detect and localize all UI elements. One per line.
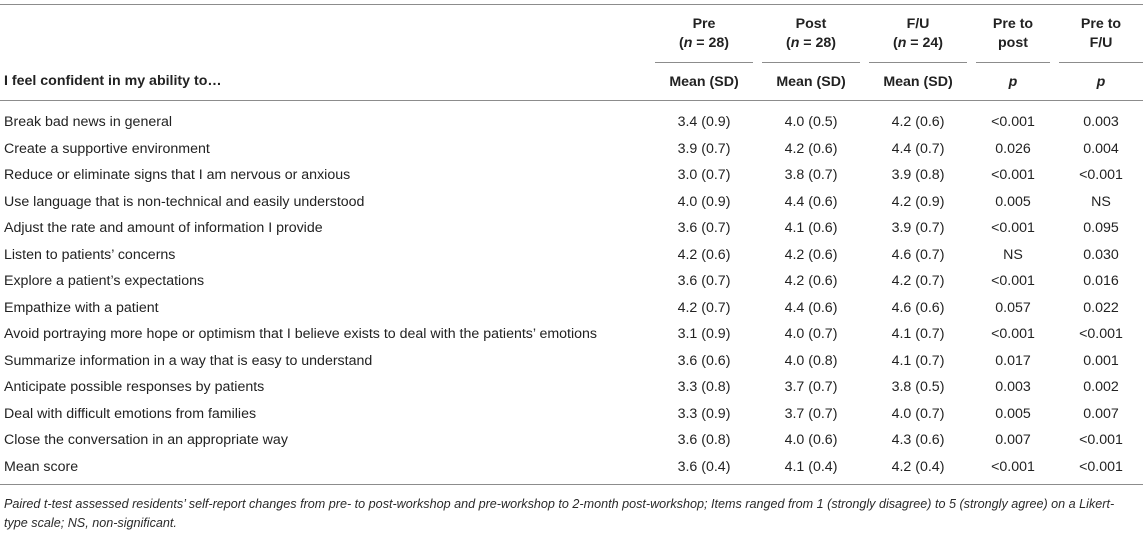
item-label: Avoid portraying more hope or optimism that I believe exists to deal with the patients’ emotions <box>4 326 598 343</box>
cell-fu: 3.9 (0.7) <box>891 220 945 237</box>
header-p-post-stat: p <box>976 63 1050 101</box>
table-row <box>0 268 1143 295</box>
cell-p-post: 0.017 <box>995 352 1031 369</box>
cell-fu: 3.8 (0.5) <box>891 379 945 396</box>
item-label: Anticipate possible responses by patients <box>4 379 265 396</box>
cell-p-fu: 0.002 <box>1083 379 1119 396</box>
item-label: Listen to patients’ concerns <box>4 246 176 263</box>
cell-p-fu: 0.030 <box>1083 246 1119 263</box>
item-label: Break bad news in general <box>4 114 172 131</box>
cell-post: 4.4 (0.6) <box>784 193 838 210</box>
cell-p-post: <0.001 <box>991 114 1035 131</box>
item-label: Reduce or eliminate signs that I am nervous or anxious <box>4 167 351 184</box>
item-label: Close the conversation in an appropriate way <box>4 432 288 449</box>
cell-p-fu: <0.001 <box>1059 454 1143 485</box>
cell-fu: 3.9 (0.8) <box>891 167 945 184</box>
table-row <box>0 374 1143 401</box>
cell-post: 4.0 (0.8) <box>784 352 838 369</box>
cell-pre: 3.0 (0.7) <box>677 167 731 184</box>
item-label: Deal with difficult emotions from families <box>4 405 257 422</box>
table-body <box>0 101 1143 485</box>
cell-pre: 3.6 (0.8) <box>677 432 731 449</box>
cell-post: 3.7 (0.7) <box>784 379 838 396</box>
cell-p-fu: <0.001 <box>1079 167 1123 184</box>
cell-p-post: 0.057 <box>995 299 1031 316</box>
table-row <box>0 101 1143 136</box>
header-post-label: Post <box>795 15 827 32</box>
cell-post: 3.7 (0.7) <box>784 405 838 422</box>
cell-fu: 4.4 (0.7) <box>891 140 945 157</box>
header-pre-to-post-line2: post <box>998 34 1028 51</box>
table-row <box>0 189 1143 216</box>
cell-pre: 3.3 (0.9) <box>677 405 731 422</box>
table-row <box>0 401 1143 428</box>
results-table <box>0 4 1143 485</box>
table-row <box>0 427 1143 454</box>
cell-pre: 4.0 (0.9) <box>677 193 731 210</box>
cell-p-post: <0.001 <box>991 167 1035 184</box>
table-row <box>0 242 1143 269</box>
cell-fu: 4.2 (0.7) <box>891 273 945 290</box>
header-pre-to-post <box>976 5 1050 63</box>
header-pre-label: Pre <box>692 15 716 32</box>
item-column-header: I feel confident in my ability to… <box>4 73 222 90</box>
header-pre-to-fu <box>1059 5 1143 63</box>
header-p-fu-stat: p <box>1059 63 1143 101</box>
cell-pre: 3.9 (0.7) <box>677 140 731 157</box>
cell-pre: 3.6 (0.6) <box>677 352 731 369</box>
cell-fu: 4.0 (0.7) <box>891 405 945 422</box>
cell-post: 4.2 (0.6) <box>784 273 838 290</box>
cell-post: 4.0 (0.5) <box>784 114 838 131</box>
header-fu-label: F/U <box>906 15 930 32</box>
cell-post: 4.4 (0.6) <box>784 299 838 316</box>
table-row <box>0 321 1143 348</box>
cell-p-post: <0.001 <box>991 220 1035 237</box>
cell-p-fu: 0.016 <box>1083 273 1119 290</box>
table-row <box>0 215 1143 242</box>
cell-fu: 4.2 (0.9) <box>891 193 945 210</box>
header-post-stat: Mean (SD) <box>762 63 860 101</box>
cell-p-post: <0.001 <box>976 454 1050 485</box>
cell-pre: 3.6 (0.7) <box>677 273 731 290</box>
cell-fu: 4.6 (0.6) <box>891 299 945 316</box>
table-row <box>0 136 1143 163</box>
cell-p-post: 0.026 <box>995 140 1031 157</box>
header-fu <box>869 5 967 63</box>
cell-post: 4.2 (0.6) <box>784 140 838 157</box>
header-post-n: (n = 28) <box>785 34 837 51</box>
cell-p-post: 0.005 <box>995 193 1031 210</box>
cell-post: 4.0 (0.7) <box>784 326 838 343</box>
cell-post: 4.1 (0.6) <box>784 220 838 237</box>
cell-p-fu: <0.001 <box>1079 326 1123 343</box>
header-pre-to-fu-line2: F/U <box>1089 34 1113 51</box>
cell-p-post: 0.005 <box>995 405 1031 422</box>
header-pre-stat: Mean (SD) <box>655 63 753 101</box>
item-label: Explore a patient’s expectations <box>4 273 205 290</box>
header-row-stats <box>0 63 1143 101</box>
cell-p-post: <0.001 <box>991 326 1035 343</box>
cell-p-fu: NS <box>1091 193 1111 210</box>
cell-pre: 3.4 (0.9) <box>677 114 731 131</box>
table-row <box>0 295 1143 322</box>
item-label: Empathize with a patient <box>4 299 159 316</box>
cell-fu: 4.2 (0.6) <box>891 114 945 131</box>
cell-fu: 4.1 (0.7) <box>891 352 945 369</box>
item-label: Summarize information in a way that is easy to understand <box>4 352 373 369</box>
cell-p-fu: 0.004 <box>1083 140 1119 157</box>
header-post <box>762 5 860 63</box>
header-pre-to-fu-line1: Pre to <box>1080 15 1122 32</box>
cell-fu: 4.2 (0.4) <box>869 454 967 485</box>
header-pre-n: (n = 28) <box>678 34 730 51</box>
cell-pre: 3.1 (0.9) <box>677 326 731 343</box>
cell-p-fu: 0.007 <box>1083 405 1119 422</box>
header-row-groups <box>0 5 1143 63</box>
header-pre <box>655 5 753 63</box>
item-label: Mean score <box>0 454 646 485</box>
cell-p-fu: 0.003 <box>1083 114 1119 131</box>
cell-pre: 3.6 (0.4) <box>655 454 753 485</box>
header-blank <box>0 5 646 63</box>
header-fu-stat: Mean (SD) <box>869 63 967 101</box>
table-row <box>0 348 1143 375</box>
cell-p-fu: 0.022 <box>1083 299 1119 316</box>
table-footnote: Paired t-test assessed residents’ self-report changes from pre- to post-workshop and pre-workshop to 2-month post-workshop; Items ranged from 1 (strongly disagree) to 5 (strongly agree) on a Likert-type scale; NS, non-significant. <box>4 497 1115 530</box>
cell-pre: 3.3 (0.8) <box>677 379 731 396</box>
cell-pre: 4.2 (0.7) <box>677 299 731 316</box>
item-label: Create a supportive environment <box>4 140 210 157</box>
cell-p-post: NS <box>1003 246 1023 263</box>
item-label: Adjust the rate and amount of information I provide <box>4 220 323 237</box>
cell-fu: 4.3 (0.6) <box>891 432 945 449</box>
cell-post: 4.2 (0.6) <box>784 246 838 263</box>
table-row <box>0 454 1143 485</box>
cell-p-fu: 0.095 <box>1083 220 1119 237</box>
header-pre-to-post-line1: Pre to <box>992 15 1034 32</box>
cell-post: 4.0 (0.6) <box>784 432 838 449</box>
cell-p-fu: 0.001 <box>1083 352 1119 369</box>
cell-pre: 3.6 (0.7) <box>677 220 731 237</box>
item-label: Use language that is non-technical and easily understood <box>4 193 365 210</box>
header-fu-n: (n = 24) <box>892 34 944 51</box>
cell-fu: 4.6 (0.7) <box>891 246 945 263</box>
cell-p-post: 0.007 <box>995 432 1031 449</box>
cell-post: 3.8 (0.7) <box>784 167 838 184</box>
cell-post: 4.1 (0.4) <box>762 454 860 485</box>
cell-p-post: 0.003 <box>995 379 1031 396</box>
cell-pre: 4.2 (0.6) <box>677 246 731 263</box>
cell-p-post: <0.001 <box>991 273 1035 290</box>
cell-fu: 4.1 (0.7) <box>891 326 945 343</box>
table-row <box>0 162 1143 189</box>
cell-p-fu: <0.001 <box>1079 432 1123 449</box>
